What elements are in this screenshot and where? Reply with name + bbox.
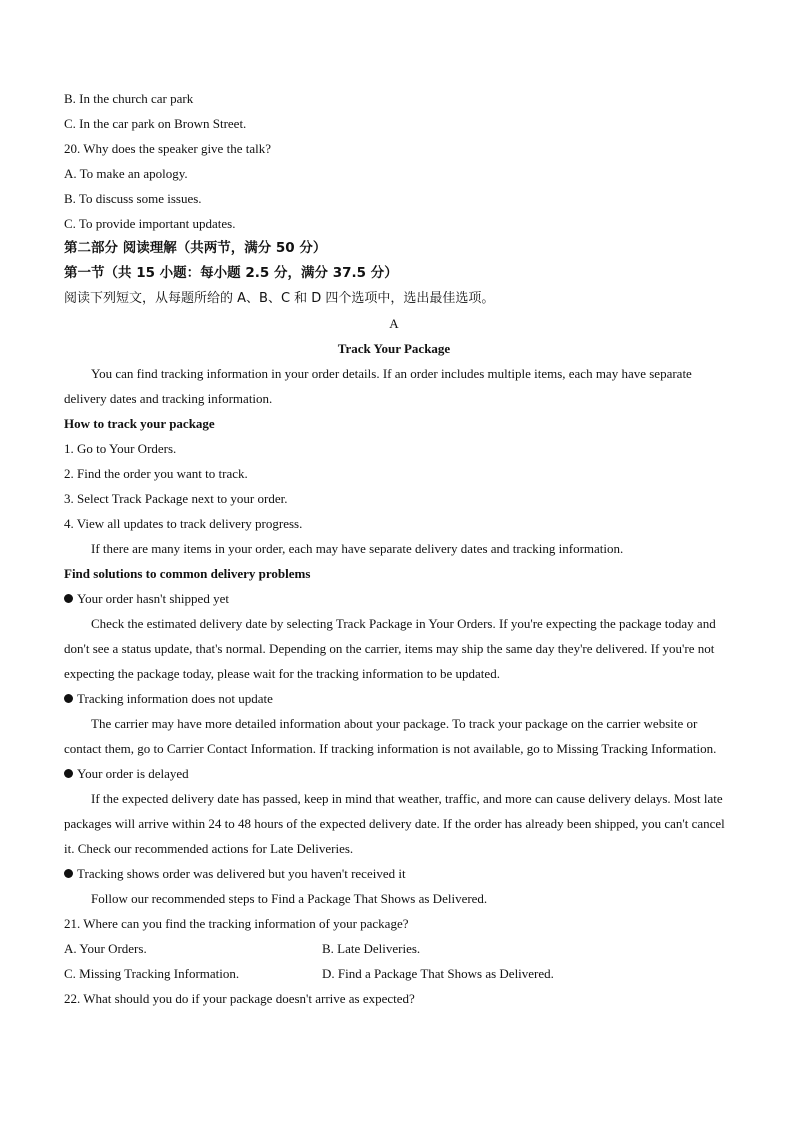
q21-options-row-2: [64, 961, 724, 986]
q20-option-a: A. To make an apology.: [64, 166, 188, 181]
q20-option-b: B. To discuss some issues.: [64, 191, 202, 206]
q21-option-a: A. Your Orders.: [64, 941, 147, 956]
bullet-icon: [64, 694, 73, 703]
problem-4-text: Follow our recommended steps to Find a Package That Shows as Delivered.: [91, 891, 488, 906]
q21-options-row-1: [64, 936, 724, 961]
step-3: 3. Select Track Package next to your order.: [64, 491, 288, 506]
step-2: 2. Find the order you want to track.: [64, 466, 248, 481]
q20-option-c: C. To provide important updates.: [64, 216, 236, 231]
problem-1-title: Your order hasn't shipped yet: [64, 586, 724, 611]
q19-option-c: C. In the car park on Brown Street.: [64, 116, 247, 131]
problem-3-text: If the expected delivery date has passed, keep in mind that weather, traffic, and more can cause delivery delays. Most late packages will arrive within 24 to 48 hours of the expected delivery date. If the order has already been shipped, you can't cancel it. Check our recommended actions for Late Deliveries.: [64, 791, 725, 856]
document-page: [64, 86, 724, 1011]
passage-intro: You can find tracking information in your order details. If an order includes multiple items, each may have separate delivery dates and tracking information.: [64, 366, 692, 406]
q21-option-c: C. Missing Tracking Information.: [64, 966, 240, 981]
problem-3-title: Your order is delayed: [64, 761, 724, 786]
q21-option-b: B. Late Deliveries.: [322, 941, 421, 956]
q20-question: 20. Why does the speaker give the talk?: [64, 141, 271, 156]
passage-label: A: [389, 316, 399, 331]
problem-2-text: The carrier may have more detailed information about your package. To track your package on the carrier website or contact them, go to Carrier Contact Information. If tracking information is not available, go to Missing Tracking Information.: [64, 716, 717, 756]
q22-question: 22. What should you do if your package doesn't arrive as expected?: [64, 991, 415, 1006]
bullet-icon: [64, 769, 73, 778]
step-1: 1. Go to Your Orders.: [64, 441, 177, 456]
solutions-heading: Find solutions to common delivery problems: [64, 566, 311, 581]
q21-question: 21. Where can you find the tracking information of your package?: [64, 916, 409, 931]
bullet-icon: [64, 869, 73, 878]
section1-heading: 第一节（共 15 小题：每小题 2.5 分，满分 37.5 分）: [64, 265, 398, 281]
part2-heading: 第二部分 阅读理解（共两节，满分 50 分）: [64, 240, 327, 256]
how-heading: How to track your package: [64, 416, 215, 431]
bullet-icon: [64, 594, 73, 603]
q21-option-d: D. Find a Package That Shows as Delivered.: [322, 966, 554, 981]
problem-1-text: Check the estimated delivery date by selecting Track Package in Your Orders. If you're expecting the package today and don't see a status update, that's normal. Depending on the carrier, items may ship the same day they're delivered. If you're not expecting the package today, please wait for the tracking information to be updated.: [64, 616, 716, 681]
instructions: 阅读下列短文，从每题所给的 A、B、C 和 D 四个选项中，选出最佳选项。: [64, 291, 495, 306]
steps-note: If there are many items in your order, each may have separate delivery dates and tracking information.: [91, 541, 624, 556]
passage-title: Track Your Package: [337, 341, 451, 356]
step-4: 4. View all updates to track delivery progress.: [64, 516, 303, 531]
q19-option-b: B. In the church car park: [64, 91, 194, 106]
problem-2-title: Tracking information does not update: [64, 686, 724, 711]
problem-4-title: Tracking shows order was delivered but you haven't received it: [64, 861, 724, 886]
